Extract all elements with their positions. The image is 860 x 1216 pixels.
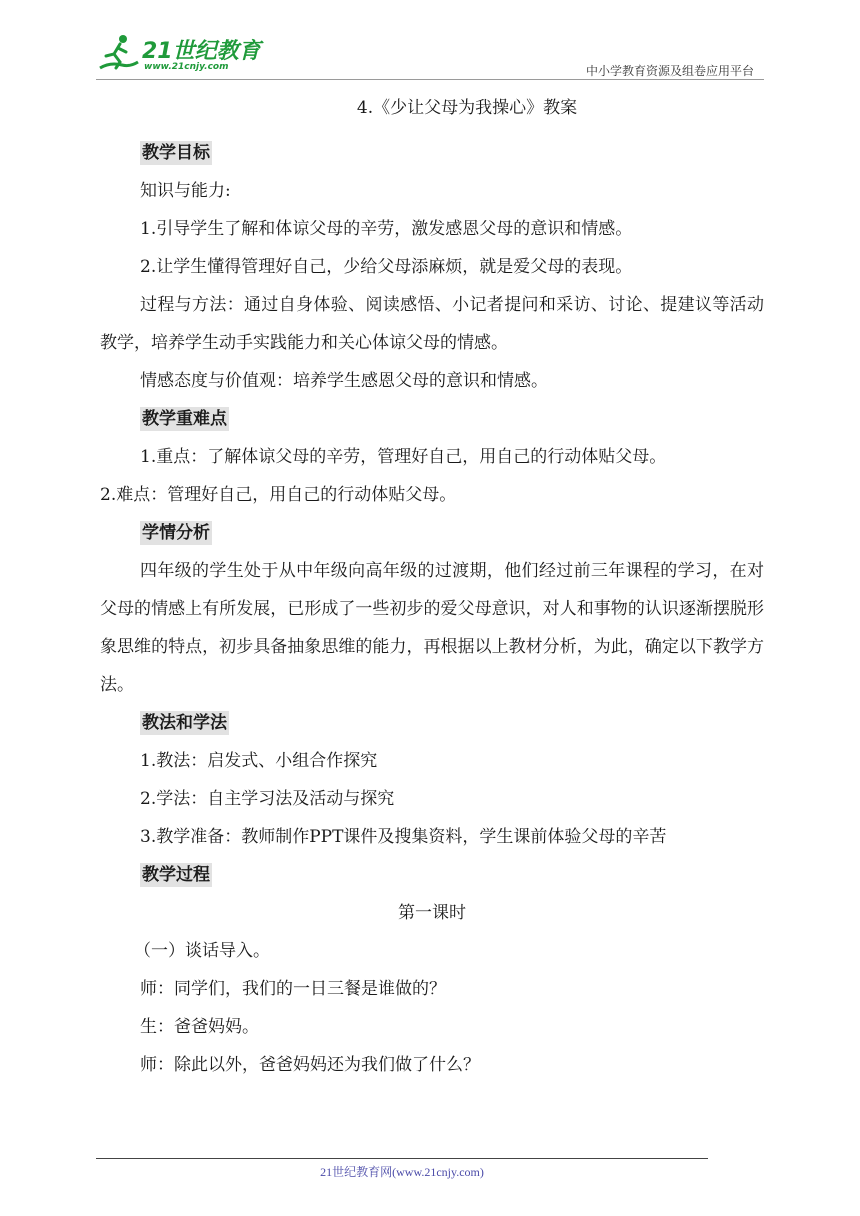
logo-text: 21世纪教育 bbox=[142, 39, 261, 64]
document-body bbox=[100, 96, 764, 1084]
emotion-value: 情感态度与价值观：培养学生感恩父母的意识和情感。 bbox=[140, 371, 548, 391]
runner-icon bbox=[96, 32, 140, 76]
difficult-point: 2.难点：管理好自己，用自己的行动体贴父母。 bbox=[100, 485, 457, 505]
knowledge-label: 知识与能力: bbox=[140, 181, 231, 201]
section-heading-process: 教学过程 bbox=[142, 865, 210, 885]
knowledge-item-1: 1.引导学生了解和体谅父母的辛劳，激发感恩父母的意识和情感。 bbox=[140, 219, 633, 239]
key-point: 1.重点：了解体谅父母的辛劳，管理好自己，用自己的行动体贴父母。 bbox=[140, 447, 667, 467]
method-item-2: 2.学法：自主学习法及活动与探究 bbox=[140, 789, 395, 809]
method-item-1: 1.教法：启发式、小组合作探究 bbox=[140, 751, 378, 771]
document-title: 4.《少让父母为我操心》教案 bbox=[356, 98, 578, 118]
step-intro: （一）谈话导入。 bbox=[134, 941, 270, 961]
section-heading-keypoints: 教学重难点 bbox=[142, 409, 227, 429]
header-divider bbox=[96, 79, 764, 80]
section-heading-goals: 教学目标 bbox=[142, 143, 210, 163]
site-logo bbox=[96, 30, 266, 78]
method-item-3: 3.教学准备：教师制作PPT课件及搜集资料，学生课前体验父母的辛苦 bbox=[140, 827, 667, 847]
logo-url: www.21cnjy.com bbox=[144, 62, 229, 72]
dialogue-1: 师：同学们，我们的一日三餐是谁做的？ bbox=[140, 979, 446, 999]
page-header bbox=[96, 30, 764, 80]
lesson-one-title: 第一课时 bbox=[398, 903, 466, 923]
footer-divider bbox=[96, 1158, 708, 1159]
platform-name: 中小学教育资源及组卷应用平台 bbox=[585, 64, 754, 78]
dialogue-2: 生：爸爸妈妈。 bbox=[140, 1017, 259, 1037]
dialogue-3: 师：除此以外，爸爸妈妈还为我们做了什么？ bbox=[140, 1055, 480, 1075]
section-heading-analysis: 学情分析 bbox=[142, 523, 210, 543]
student-analysis: 四年级的学生处于从中年级向高年级的过渡期，他们经过前三年课程的学习，在对父母的情感上有所发展，已形成了一些初步的爱父母意识，对人和事物的认识逐渐摆脱形象思维的特点，初步具备抽象思维的能力，再根据以上教材分析，为此，确定以下教学方法。 bbox=[100, 561, 764, 695]
section-heading-methods: 教法和学法 bbox=[142, 713, 227, 733]
footer-text: 21世纪教育网(www.21cnjy.com) bbox=[320, 1165, 484, 1179]
knowledge-item-2: 2.让学生懂得管理好自己，少给父母添麻烦，就是爱父母的表现。 bbox=[140, 257, 633, 277]
process-method: 过程与方法：通过自身体验、阅读感悟、小记者提问和采访、讨论、提建议等活动教学，培养学生动手实践能力和关心体谅父母的情感。 bbox=[100, 295, 764, 353]
